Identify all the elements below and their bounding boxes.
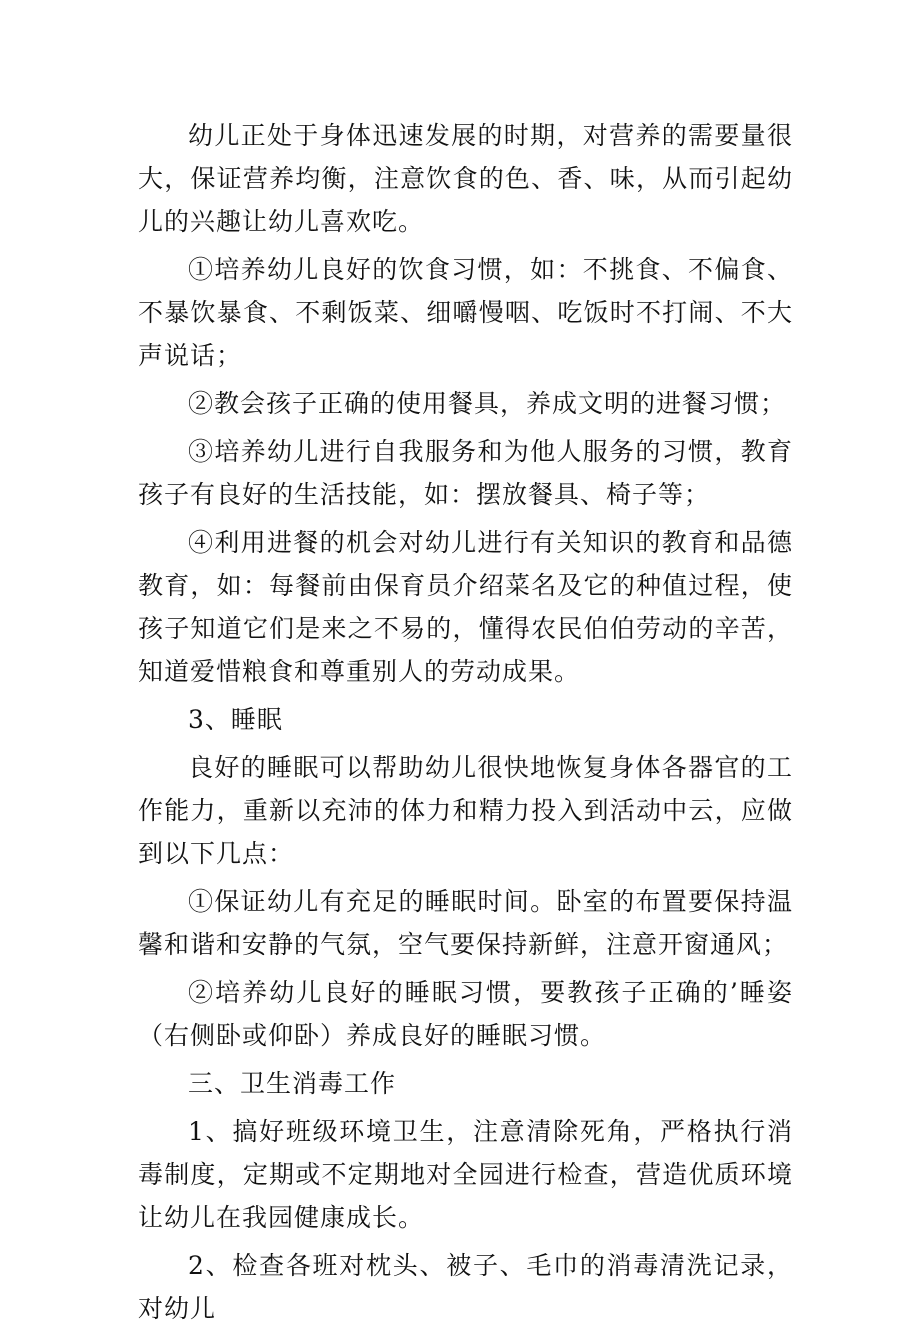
paragraph-disinfection-records: 2、检查各班对枕头、被子、毛巾的消毒清洗记录，对幼儿 [138, 1251, 793, 1323]
paragraph-sleep-intro: 良好的睡眠可以帮助幼儿很快地恢复身体各器官的工作能力，重新以充沛的体力和精力投入到活动中云，应做到以下几点： [138, 753, 793, 868]
paragraph-sleep-habits: ②培养幼儿良好的睡眠习惯，要教孩子正确的’睡姿（右侧卧或仰卧）养成良好的睡眠习惯。 [138, 978, 793, 1050]
paragraph-tableware: ②教会孩子正确的使用餐具，养成文明的进餐习惯； [188, 389, 787, 418]
paragraph-sleep-time: ①保证幼儿有充足的睡眠时间。卧室的布置要保持温馨和谐和安静的气氛，空气要保持新鲜，注意开窗通风； [138, 887, 793, 959]
paragraph-class-hygiene: 1、搞好班级环境卫生，注意清除死角，严格执行消毒制度，定期或不定期地对全园进行检查，营造优质环境让幼儿在我园健康成长。 [138, 1117, 793, 1232]
document-body [138, 114, 793, 1330]
paragraph-self-service: ③培养幼儿进行自我服务和为他人服务的习惯，教育孩子有良好的生活技能，如：摆放餐具、椅子等； [138, 437, 793, 509]
paragraph-meal-education: ④利用进餐的机会对幼儿进行有关知识的教育和品德教育，如：每餐前由保育员介绍菜名及它的种值过程，使孩子知道它们是来之不易的，懂得农民伯伯劳动的辛苦，知道爱惜粮食和尊重别人的劳动成果。 [138, 528, 793, 686]
paragraph-eating-habits: ①培养幼儿良好的饮食习惯，如：不挑食、不偏食、不暴饮暴食、不剩饭菜、细嚼慢咽、吃饭时不打闹、不大声说话； [138, 255, 793, 370]
heading-sleep: 3、睡眠 [188, 705, 283, 734]
heading-hygiene-disinfection: 三、卫生消毒工作 [188, 1069, 397, 1098]
paragraph-nutrition-intro: 幼儿正处于身体迅速发展的时期，对营养的需要量很大，保证营养均衡，注意饮食的色、香、味，从而引起幼儿的兴趣让幼儿喜欢吃。 [138, 121, 793, 236]
